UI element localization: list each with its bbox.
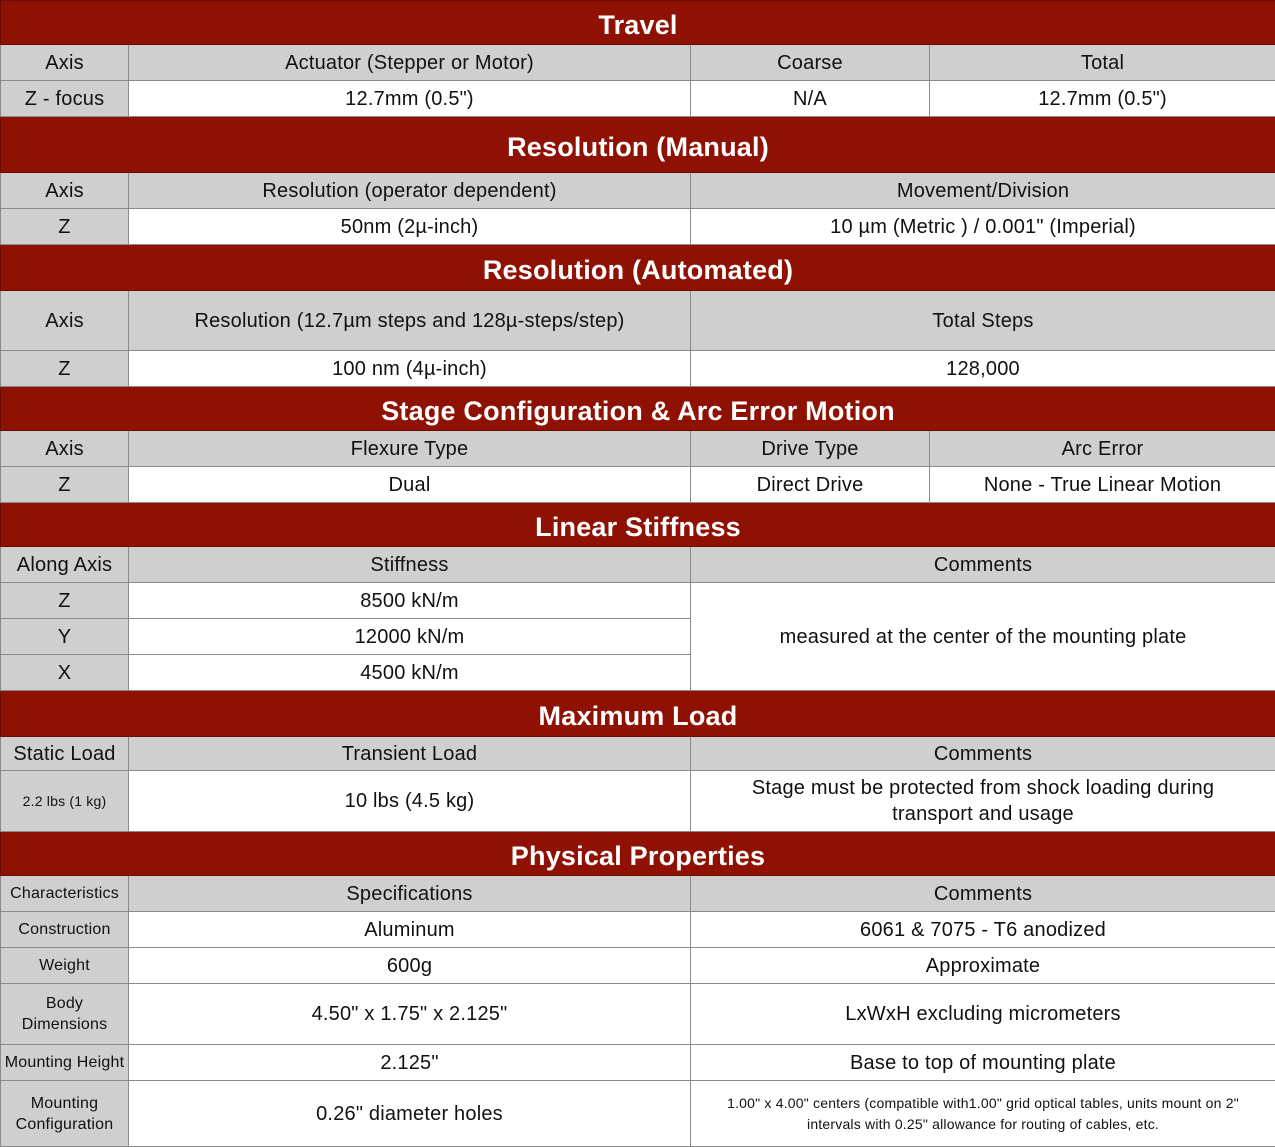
stiffness-header-comments: Comments (691, 547, 1275, 583)
res-auto-column-headers (1, 291, 1275, 351)
physical-spec-mounting-configuration: 0.26" diameter holes (129, 1081, 691, 1147)
res-auto-axis: Z (1, 351, 129, 387)
stage-config-arc-error-value: None - True Linear Motion (930, 467, 1275, 503)
travel-coarse-value: N/A (691, 81, 930, 117)
stage-config-title: Stage Configuration & Arc Error Motion (1, 387, 1275, 431)
max-load-header-comments: Comments (691, 737, 1275, 771)
stiffness-header-stiffness: Stiffness (129, 547, 691, 583)
physical-name-construction: Construction (1, 912, 129, 948)
physical-header-comments: Comments (691, 876, 1275, 912)
stiffness-axis-y: Y (1, 619, 129, 655)
travel-header-coarse: Coarse (691, 45, 930, 81)
travel-title: Travel (1, 1, 1275, 45)
table-row (1, 1081, 1275, 1147)
res-auto-total-steps-value: 128,000 (691, 351, 1275, 387)
physical-section-header (1, 832, 1275, 876)
res-auto-section-header (1, 245, 1275, 291)
res-auto-title: Resolution (Automated) (1, 245, 1275, 291)
res-manual-movement-value: 10 µm (Metric ) / 0.001" (Imperial) (691, 209, 1275, 245)
travel-axis: Z - focus (1, 81, 129, 117)
travel-header-axis: Axis (1, 45, 129, 81)
physical-header-specifications: Specifications (129, 876, 691, 912)
max-load-header-transient: Transient Load (129, 737, 691, 771)
stage-config-axis: Z (1, 467, 129, 503)
stiffness-value-x: 4500 kN/m (129, 655, 691, 691)
physical-name-mounting-height: Mounting Height (1, 1045, 129, 1081)
stage-config-drive-value: Direct Drive (691, 467, 930, 503)
stage-config-section-header (1, 387, 1275, 431)
res-manual-axis: Z (1, 209, 129, 245)
stage-config-header-flexure: Flexure Type (129, 431, 691, 467)
stiffness-header-axis: Along Axis (1, 547, 129, 583)
stage-config-row (1, 467, 1275, 503)
stiffness-section-header (1, 503, 1275, 547)
res-manual-column-headers (1, 173, 1275, 209)
stiffness-axis-x: X (1, 655, 129, 691)
physical-comment-mounting-configuration: 1.00" x 4.00" centers (compatible with1.00" grid optical tables, units mount on 2" intervals with 0.25" allowance for routing of cables, etc. (691, 1081, 1275, 1147)
max-load-header-static: Static Load (1, 737, 129, 771)
table-row (1, 948, 1275, 984)
max-load-comment: Stage must be protected from shock loading during transport and usage (691, 771, 1275, 832)
res-auto-header-resolution: Resolution (12.7µm steps and 128µ-steps/step) (129, 291, 691, 351)
physical-comment-body-dimensions: LxWxH excluding micrometers (691, 984, 1275, 1045)
res-manual-resolution-value: 50nm (2µ-inch) (129, 209, 691, 245)
physical-comment-mounting-height: Base to top of mounting plate (691, 1045, 1275, 1081)
stage-config-header-arc-error: Arc Error (930, 431, 1275, 467)
res-manual-row (1, 209, 1275, 245)
stiffness-axis-z: Z (1, 583, 129, 619)
table-row (1, 912, 1275, 948)
table-row (1, 583, 1275, 619)
physical-header-characteristics: Characteristics (1, 876, 129, 912)
travel-total-value: 12.7mm (0.5") (930, 81, 1275, 117)
table-row (1, 1045, 1275, 1081)
physical-title: Physical Properties (1, 832, 1275, 876)
stage-config-header-drive: Drive Type (691, 431, 930, 467)
max-load-section-header (1, 691, 1275, 737)
physical-column-headers (1, 876, 1275, 912)
physical-name-mounting-configuration: Mounting Configuration (1, 1081, 129, 1147)
res-auto-resolution-value: 100 nm (4µ-inch) (129, 351, 691, 387)
travel-header-total: Total (930, 45, 1275, 81)
res-auto-header-total-steps: Total Steps (691, 291, 1275, 351)
travel-column-headers (1, 45, 1275, 81)
res-auto-row (1, 351, 1275, 387)
max-load-static-value: 2.2 lbs (1 kg) (1, 771, 129, 832)
travel-header-actuator: Actuator (Stepper or Motor) (129, 45, 691, 81)
stage-config-flexure-value: Dual (129, 467, 691, 503)
travel-section-header (1, 1, 1275, 45)
physical-spec-weight: 600g (129, 948, 691, 984)
physical-name-weight: Weight (1, 948, 129, 984)
res-manual-title: Resolution (Manual) (1, 117, 1275, 173)
max-load-row (1, 771, 1275, 832)
stage-config-column-headers (1, 431, 1275, 467)
stiffness-comment: measured at the center of the mounting plate (691, 583, 1275, 691)
table-row (1, 984, 1275, 1045)
stiffness-column-headers (1, 547, 1275, 583)
physical-comment-construction: 6061 & 7075 - T6 anodized (691, 912, 1275, 948)
max-load-transient-value: 10 lbs (4.5 kg) (129, 771, 691, 832)
physical-comment-weight: Approximate (691, 948, 1275, 984)
travel-actuator-value: 12.7mm (0.5") (129, 81, 691, 117)
physical-spec-construction: Aluminum (129, 912, 691, 948)
physical-spec-body-dimensions: 4.50" x 1.75" x 2.125" (129, 984, 691, 1045)
max-load-column-headers (1, 737, 1275, 771)
travel-row (1, 81, 1275, 117)
res-auto-header-axis: Axis (1, 291, 129, 351)
res-manual-header-resolution: Resolution (operator dependent) (129, 173, 691, 209)
stiffness-value-z: 8500 kN/m (129, 583, 691, 619)
physical-name-body-dimensions: Body Dimensions (1, 984, 129, 1045)
stiffness-title: Linear Stiffness (1, 503, 1275, 547)
res-manual-header-movement: Movement/Division (691, 173, 1275, 209)
stage-config-header-axis: Axis (1, 431, 129, 467)
physical-spec-mounting-height: 2.125" (129, 1045, 691, 1081)
max-load-title: Maximum Load (1, 691, 1275, 737)
stiffness-value-y: 12000 kN/m (129, 619, 691, 655)
res-manual-header-axis: Axis (1, 173, 129, 209)
res-manual-section-header (1, 117, 1275, 173)
